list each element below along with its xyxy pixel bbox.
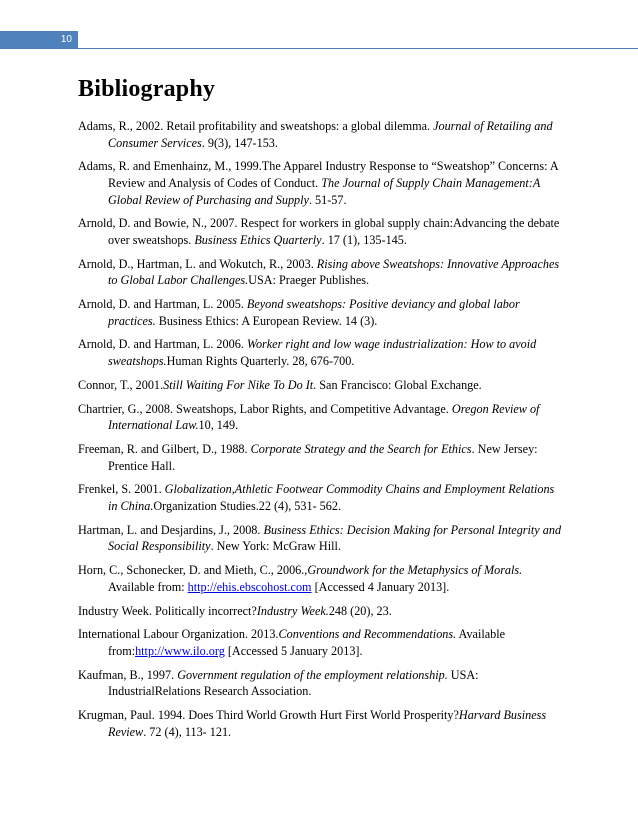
entry-title-italic: Conventions and Recommendations. (278, 627, 457, 642)
entry-title-italic: The Journal of Supply Chain Management:A Global Review of Purchasing and Supply (108, 175, 541, 207)
entry-title-italic: Beyond sweatshops: Positive deviancy and global labor practices. (108, 297, 520, 328)
entry-text: Arnold, D. and Hartman, L. 2006. (78, 337, 247, 352)
entry-text: 248 (20), 23. (328, 603, 392, 618)
bibliography-entry (78, 401, 566, 434)
entry-title-italic: Harvard Business Review (108, 708, 547, 739)
entry-text: Adams, R. and Emenhainz, M., 1999.The Apparel Industry Response to “Sweatshop” Concerns: A Review and Analysis of Codes of Conduct. (78, 159, 558, 190)
entry-text: Frenkel, S. 2001. (78, 482, 165, 497)
bibliography-entry (78, 626, 566, 659)
entry-text: Adams, R., 2002. Retail profitability and sweatshops: a global dilemma. (78, 119, 434, 133)
entry-text: Freeman, R. and Gilbert, D., 1988. (78, 442, 251, 456)
header-rule (78, 48, 638, 49)
entry-text: International Labour Organization. 2013. (78, 627, 279, 642)
entry-text: Business Ethics: A European Review. 14 (3). (155, 313, 378, 328)
entry-text: . 9(3), 147-153. (201, 135, 278, 150)
entry-text: Kaufman, B., 1997. (78, 667, 178, 682)
entry-title-italic: Groundwork for the Metaphysics of Morals. (307, 563, 523, 578)
entry-title-italic: Still Waiting For Nike To Do It (163, 377, 314, 392)
entry-text: . 51-57. (308, 192, 347, 207)
bibliography-entry (78, 603, 566, 620)
entry-text: 10, 149. (198, 418, 239, 433)
page-title: Bibliography (78, 76, 216, 102)
entry-text: Arnold, D. and Hartman, L. 2005. (78, 297, 247, 312)
entry-text: Arnold, D., Hartman, L. and Wokutch, R., 2003. (78, 256, 317, 271)
bibliography-entry (78, 296, 566, 329)
bibliography-entry (78, 441, 566, 474)
entry-title-italic: Business Ethics: Decision Making for Personal Integrity and Social Responsibility (108, 522, 562, 554)
bibliography-entry (78, 336, 566, 369)
bibliography-entry (78, 158, 566, 208)
bibliography-entry (78, 522, 566, 555)
entry-text: . 17 (1), 135-145. (321, 232, 407, 247)
entry-text: USA: Praeger Publishes. (248, 273, 370, 288)
entry-text: Available from: (108, 579, 188, 594)
entry-text: Industry Week. Politically incorrect? (78, 603, 257, 618)
entry-title-italic: Rising above Sweatshops: Innovative Approaches to Global Labor Challenges. (108, 256, 560, 288)
entry-title-italic: Industry Week. (256, 603, 329, 618)
entry-text: Connor, T., 2001. (78, 377, 164, 392)
entry-text: Organization Studies.22 (4), 531- 562. (153, 498, 342, 513)
entry-text: Hartman, L. and Desjardins, J., 2008. (78, 522, 264, 537)
bibliography-entry (78, 377, 566, 394)
entry-text: USA: IndustrialRelations Research Association. (108, 667, 479, 699)
entry-title-italic: Worker right and low wage industrialization: How to avoid sweatshops. (108, 337, 537, 369)
entry-text: Available from: (108, 627, 506, 658)
entry-title-italic: Journal of Retailing and Consumer Services (108, 119, 553, 150)
entry-text: [Accessed 4 January 2013]. (311, 579, 450, 594)
entry-title-italic: Business Ethics Quarterly (194, 232, 322, 247)
bibliography-entry (78, 118, 566, 151)
bibliography-entry (78, 667, 566, 700)
entry-text: Human Rights Quarterly. 28, 676-700. (166, 354, 355, 369)
bibliography-entry (78, 215, 566, 248)
entry-text: . San Francisco: Global Exchange. (313, 377, 482, 392)
page-number: 10 (0, 31, 78, 49)
entry-text: Chartrier, G., 2008. Sweatshops, Labor Rights, and Competitive Advantage. (78, 401, 452, 416)
entry-title-italic: Globalization,Athletic Footwear Commodity Chains and Employment Relations in China. (108, 482, 555, 513)
entry-text: . 72 (4), 113- 121. (143, 724, 232, 739)
bibliography-entry (78, 707, 566, 740)
bibliography-entry (78, 562, 566, 595)
entry-title-italic: Corporate Strategy and the Search for Ethics (250, 442, 472, 456)
entry-text: . New York: McGraw Hill. (210, 539, 341, 554)
bibliography-entry (78, 481, 566, 514)
entry-text: Horn, C., Schonecker, D. and Mieth, C., 2006., (78, 563, 308, 578)
bibliography-entry (78, 256, 566, 289)
entry-text: . New Jersey: Prentice Hall. (108, 442, 538, 473)
entry-text: [Accessed 5 January 2013]. (224, 643, 363, 658)
entry-link[interactable]: http://ehis.ebscohost.com (187, 579, 312, 594)
entry-title-italic: Oregon Review of International Law. (108, 401, 540, 433)
entry-link[interactable]: http://www.ilo.org (135, 643, 225, 658)
entry-title-italic: Government regulation of the employment relationship. (177, 667, 448, 682)
entry-text: Krugman, Paul. 1994. Does Third World Growth Hurt First World Prosperity? (78, 708, 459, 723)
entry-text: Arnold, D. and Bowie, N., 2007. Respect for workers in global supply chain:Advancing the debate over sweatshops. (78, 216, 560, 247)
bibliography-list (78, 118, 566, 747)
